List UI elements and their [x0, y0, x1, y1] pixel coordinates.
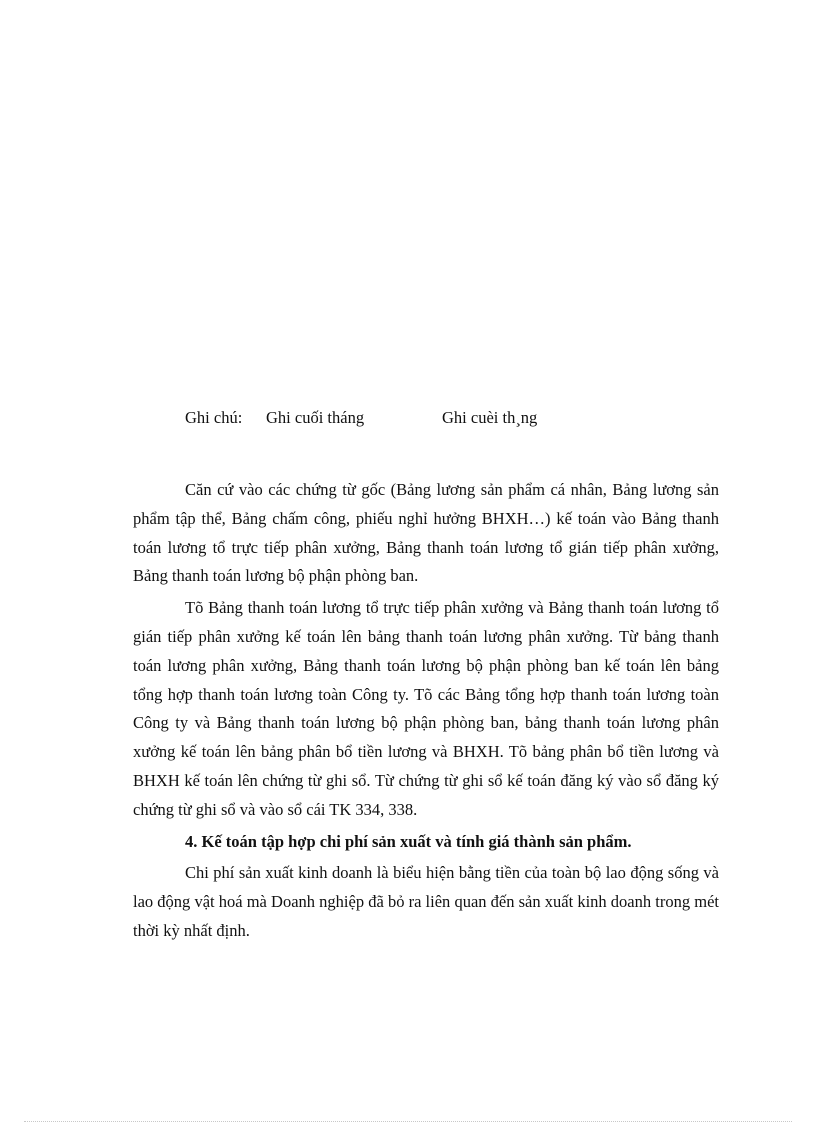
- note-legend-monthly-legacy: Ghi cuèi th¸ng: [442, 408, 538, 427]
- page-bottom-divider: [24, 1121, 792, 1122]
- paragraph-production-cost: Chi phí sản xuất kinh doanh là biểu hiện bằng tiền của toàn bộ lao động sống và lao động vật hoá mà Doanh nghiệp đã bỏ ra liên quan đến sản xuất kinh doanh trong mét thời kỳ nhất định.: [133, 863, 719, 940]
- document-body: [133, 476, 719, 946]
- paragraph-source-documents: Căn cứ vào các chứng từ gốc (Bảng lương sản phẩm cá nhân, Bảng lương sản phẩm tập thể, Bảng chấm công, phiếu nghỉ hưởng BHXH…) kế toán vào Bảng thanh toán lương tổ trực tiếp phân xưởng, Bảng thanh toán lương tổ gián tiếp phân xưởng, Bảng thanh toán lương bộ phận phòng ban.: [133, 480, 719, 586]
- note-line: [185, 408, 538, 428]
- note-label: Ghi chú:: [185, 408, 243, 427]
- paragraph-payroll-flow: Tõ Bảng thanh toán lương tổ trực tiếp phân xưởng và Bảng thanh toán lương tổ gián tiếp phân xưởng kế toán lên bảng thanh toán lương phân xưởng. Từ bảng thanh toán lương phân xưởng, Bảng thanh toán lương bộ phận phòng ban kế toán lên bảng tổng hợp thanh toán lương toàn Công ty. Tõ các Bảng tổng hợp thanh toán lương toàn Công ty và Bảng thanh toán lương bộ phận phòng ban, bảng thanh toán lương phân xưởng kế toán lên bảng phân bổ tiền lương và BHXH. Tõ bảng phân bổ tiền lương và BHXH kế toán lên chứng từ ghi sổ. Từ chứng từ ghi sổ kế toán đăng ký vào sổ đăng ký chứng từ ghi sổ và vào sổ cái TK 334, 338.: [133, 598, 719, 819]
- note-legend-monthly: Ghi cuối tháng: [266, 408, 365, 427]
- section-heading: 4. Kế toán tập hợp chi phí sản xuất và tính giá thành sản phẩm.: [185, 831, 632, 851]
